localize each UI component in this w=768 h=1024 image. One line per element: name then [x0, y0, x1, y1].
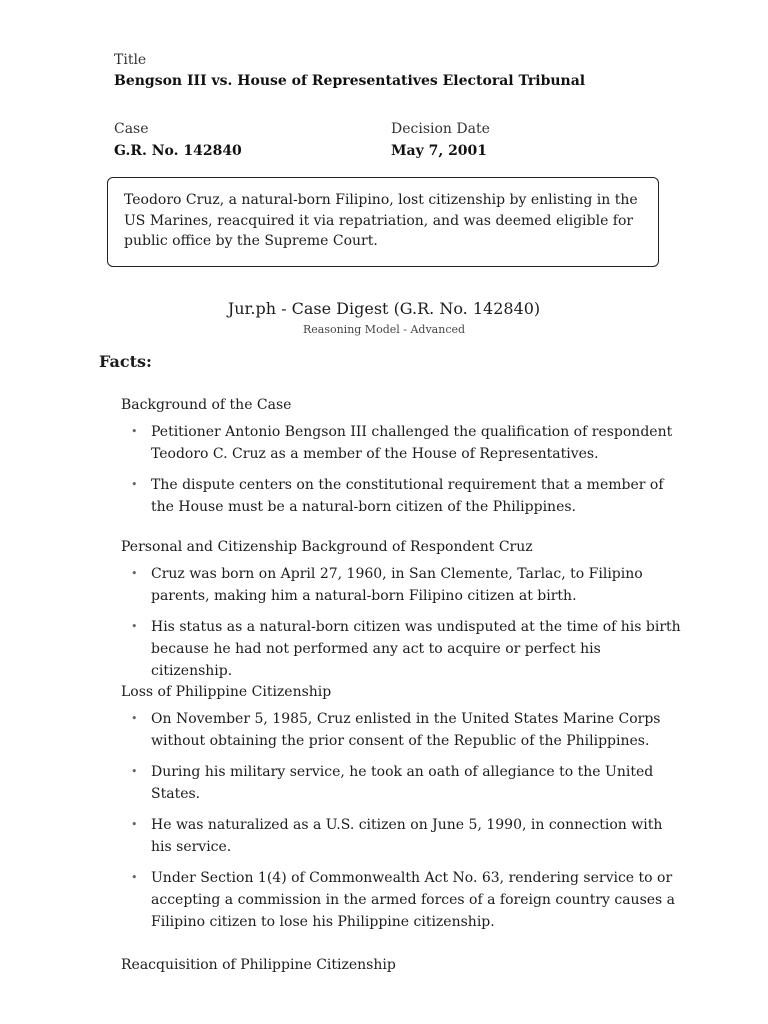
digest-title: Jur.ph - Case Digest (G.R. No. 142840)	[227, 299, 541, 318]
section-reacquisition	[121, 955, 681, 981]
section-heading: Reacquisition of Philippine Citizenship	[121, 957, 396, 973]
list-item	[121, 867, 681, 933]
digest-subtitle: Reasoning Model - Advanced	[302, 323, 466, 336]
section-background-of-the-case	[121, 395, 681, 527]
bullet-icon: •	[131, 567, 138, 580]
list-item	[121, 563, 681, 607]
list-item-text: During his military service, he took an oath of allegiance to the United States.	[151, 764, 654, 802]
list-item-text: Cruz was born on April 27, 1960, in San Clemente, Tarlac, to Filipino parents, making him a natural-born Filipino citizen at birth.	[151, 566, 643, 604]
list-item	[121, 616, 681, 682]
list-item	[121, 708, 681, 752]
section-loss-of-citizenship	[121, 682, 681, 942]
summary-box: Teodoro Cruz, a natural-born Filipino, lost citizenship by enlisting in the US Marines, reacquired it via repatriation, and was deemed eligible for public office by the Supreme Court.	[107, 177, 659, 267]
case-label: Case	[114, 121, 149, 137]
bullet-icon: •	[131, 478, 138, 491]
case-number: G.R. No. 142840	[114, 143, 242, 159]
list-item-text: Under Section 1(4) of Commonwealth Act No. 63, rendering service to or accepting a commission in the armed forces of a foreign country causes a Filipino citizen to lose his Philippine citizenship.	[151, 870, 676, 930]
bullet-list	[121, 708, 681, 933]
list-item-text: The dispute centers on the constitutional requirement that a member of the House must be a natural-born citizen of the Philippines.	[151, 477, 664, 515]
list-item-text: Petitioner Antonio Bengson III challenged the qualification of respondent Teodoro C. Cruz as a member of the House of Representatives.	[151, 424, 673, 462]
section-heading: Personal and Citizenship Background of Respondent Cruz	[121, 539, 533, 555]
section-heading: Background of the Case	[121, 397, 292, 413]
decision-date-label: Decision Date	[391, 121, 490, 137]
list-item-text: His status as a natural-born citizen was undisputed at the time of his birth because he had not performed any act to acquire or perfect his citizenship.	[151, 619, 681, 679]
bullet-icon: •	[131, 712, 138, 725]
decision-date: May 7, 2001	[391, 143, 488, 159]
list-item	[121, 421, 681, 465]
bullet-icon: •	[131, 425, 138, 438]
facts-heading: Facts:	[99, 352, 152, 371]
list-item	[121, 474, 681, 518]
bullet-list	[121, 563, 681, 682]
bullet-icon: •	[131, 765, 138, 778]
case-title: Bengson III vs. House of Representatives Electoral Tribunal	[114, 73, 586, 89]
bullet-list	[121, 421, 681, 518]
section-heading: Loss of Philippine Citizenship	[121, 684, 332, 700]
title-label: Title	[114, 52, 147, 68]
list-item	[121, 814, 681, 858]
section-personal-background	[121, 537, 681, 691]
bullet-icon: •	[131, 818, 138, 831]
bullet-icon: •	[131, 620, 138, 633]
list-item-text: He was naturalized as a U.S. citizen on June 5, 1990, in connection with his service.	[151, 817, 663, 855]
list-item-text: On November 5, 1985, Cruz enlisted in the United States Marine Corps without obtaining the prior consent of the Republic of the Philippines.	[151, 711, 661, 749]
list-item	[121, 761, 681, 805]
bullet-icon: •	[131, 871, 138, 884]
